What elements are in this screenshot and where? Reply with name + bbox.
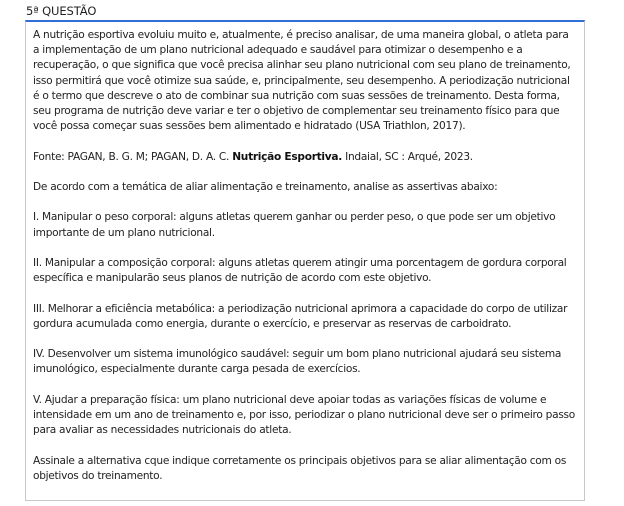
question-source [33,150,576,165]
source-book-title: Nutrição Esportiva. [232,150,343,163]
question-intro: A nutrição esportiva evoluiu muito e, atualmente, é preciso analisar, de uma maneira global, o atleta para a implementação de um plano nutricional adequado e saudável para otimizar o desempenho e a recuperação, o que significa que você precisa alinhar seu plano nutricional com seu plano de treinamento, isso permitirá que você otimize sua saúde, e, principalmente, seu desempenho. A periodização nutricional é o termo que descreve o ato de combinar sua nutrição com suas sessões de treinamento. Desta forma, seu programa de nutrição deve variar e ter o objetivo de complementar seu treinamento físico para que você possa começar suas sessões bem alimentado e hidratado (USA Triathlon, 2017). [33,29,571,133]
assertion-4: IV. Desenvolver um sistema imunológico saudável: seguir um bom plano nutricional ajudará seu sistema imunológico, especialmente durante carga pesada de exercícios. [33,348,562,376]
assertion-5: V. Ajudar a preparação física: um plano nutricional deve apoiar todas as variações físicas de volume e intensidade em um ano de treinamento e, por isso, periodizar o plano nutricional deve ser o primeiro passo para avaliar as necessidades nutricionais do atleta. [33,393,575,437]
assertion-1: I. Manipular o peso corporal: alguns atletas querem ganhar ou perder peso, o que pode ser um objetivo importante de um plano nutricional. [33,211,556,239]
question-title: 5ª QUESTÃO [26,4,97,18]
source-prefix: Fonte: PAGAN, B. G. M; PAGAN, D. A. C. [33,150,233,163]
assertion-2: II. Manipular a composição corporal: alguns atletas querem atingir uma porcentagem de gordura corporal específica e manipularão seus planos de nutrição de acordo com este objetivo. [33,256,567,285]
question-box [25,20,585,501]
source-suffix: Indaial, SC : Arqué, 2023. [342,150,473,163]
question-instruction: De acordo com a temática de aliar alimentação e treinamento, analise as assertivas abaixo: [33,181,498,193]
question-prompt: Assinale a alternativa cque indique corretamente os principais objetivos para se aliar alimentação com os objetivos do treinamento. [33,454,567,482]
assertion-3: III. Melhorar a eficiência metabólica: a periodização nutricional aprimora a capacidade do corpo de utilizar gordura acumulada como energia, durante o exercício, e preservar as reservas de carboidrato. [33,302,568,330]
